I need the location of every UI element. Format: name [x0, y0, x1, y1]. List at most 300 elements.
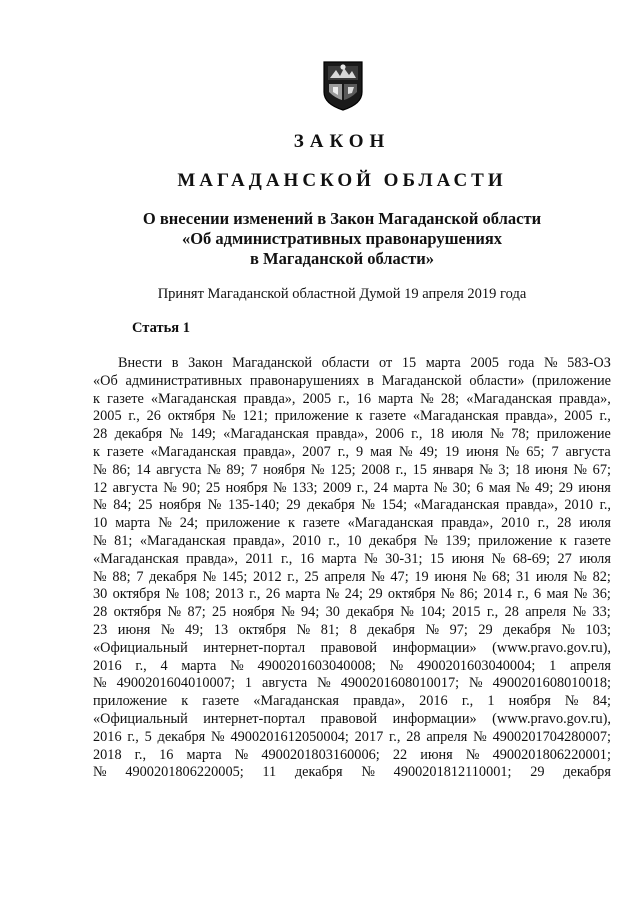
- body-word: 4: [160, 657, 168, 674]
- body-word: марта: [285, 586, 321, 603]
- body-word: 15: [401, 355, 417, 371]
- body-word: марта: [321, 550, 357, 567]
- body-word: №: [93, 532, 107, 549]
- body-line: [93, 444, 611, 462]
- body-word: 82;: [592, 568, 611, 585]
- body-word: 2012: [253, 568, 282, 585]
- body-word: 9: [356, 443, 364, 460]
- body-word: (www.pravo.gov.ru),: [492, 639, 611, 656]
- body-word: №: [163, 479, 177, 496]
- body-word: 1: [244, 675, 253, 692]
- body-word: 15: [412, 461, 427, 478]
- body-line: [93, 462, 611, 480]
- body-word: июня: [451, 550, 485, 567]
- body-word: г.,: [517, 586, 529, 603]
- body-word: 29: [368, 586, 383, 603]
- body-word: декабря: [346, 604, 394, 621]
- body-word: №: [400, 604, 414, 621]
- body-line: [93, 533, 611, 551]
- body-word: №: [296, 621, 311, 638]
- body-word: №: [93, 568, 107, 585]
- body-word: 135-140;: [227, 497, 280, 514]
- body-word: г.,: [249, 586, 261, 603]
- body-word: г.,: [599, 408, 611, 425]
- body-word: 4900201803160006;: [261, 746, 380, 763]
- body-word: апреля: [525, 604, 567, 621]
- body-word: №: [440, 586, 455, 603]
- body-word: №: [490, 426, 504, 443]
- body-word: июля: [451, 426, 484, 443]
- body-word: г.,: [128, 408, 140, 425]
- body-word: правда»,: [558, 390, 611, 407]
- body-word: №: [361, 497, 376, 514]
- body-word: 30: [325, 604, 340, 621]
- body-word: правда»,: [505, 408, 558, 425]
- body-word: 25: [304, 568, 319, 585]
- region-heading: МАГАДАНСКОЙ ОБЛАСТИ: [177, 170, 507, 191]
- body-word: 78;: [511, 426, 530, 443]
- body-word: №: [573, 568, 587, 585]
- body-word: административных: [125, 372, 243, 389]
- body-word: приложение: [478, 532, 553, 549]
- body-word: года: [508, 355, 535, 371]
- body-word: (www.pravo.gov.ru),: [492, 710, 611, 727]
- body-word: 36;: [592, 586, 611, 603]
- body-word: 24;: [344, 586, 363, 603]
- body-word: №: [281, 604, 295, 621]
- body-word: 4900201806220001;: [492, 746, 611, 763]
- body-word: «Магаданская: [139, 532, 226, 549]
- body-word: 30;: [452, 479, 471, 496]
- body-word: 7: [250, 461, 258, 478]
- body-word: 8: [349, 621, 357, 638]
- body-word: 65;: [526, 443, 545, 460]
- body-word: 49;: [535, 479, 554, 496]
- body-word: ноября: [225, 479, 268, 496]
- body-word: октября: [112, 586, 161, 603]
- body-word: №: [93, 461, 107, 478]
- body-word: 81;: [114, 532, 133, 549]
- body-word: июня: [420, 746, 453, 763]
- body-word: Магаданской: [381, 372, 462, 389]
- body-word: «Официальный: [93, 639, 188, 656]
- body-word: 16: [159, 746, 174, 763]
- body-word: №: [169, 426, 184, 443]
- body-word: 10: [347, 532, 362, 549]
- body-word: 145;: [221, 568, 248, 585]
- body-word: г.,: [537, 515, 550, 532]
- article-body: [93, 355, 611, 782]
- body-line: [93, 515, 611, 533]
- body-word: 28: [93, 426, 108, 443]
- body-word: «Магаданская: [466, 390, 552, 407]
- body-word: г.,: [461, 693, 474, 710]
- body-word: 28: [93, 604, 108, 621]
- body-word: 4900201608010018;: [492, 675, 611, 692]
- body-word: августа: [156, 461, 202, 478]
- body-word: к: [93, 443, 100, 460]
- body-word: г.,: [395, 461, 407, 478]
- body-word: 2005: [302, 390, 332, 407]
- body-word: июля: [535, 568, 568, 585]
- body-line: [93, 747, 611, 765]
- body-word: июня: [434, 568, 467, 585]
- body-word: №: [361, 764, 375, 781]
- body-word: 2005: [564, 408, 593, 425]
- body-line: [93, 551, 611, 569]
- body-word: 89;: [226, 461, 245, 478]
- body-word: 149;: [190, 426, 216, 443]
- body-word: декабря: [563, 764, 611, 781]
- body-word: 1: [487, 693, 495, 710]
- body-word: №: [202, 568, 217, 585]
- body-word: №: [505, 443, 520, 460]
- body-word: 2010: [501, 515, 530, 532]
- body-word: октября: [387, 586, 436, 603]
- body-word: ноября: [159, 497, 202, 514]
- body-word: приложение: [93, 693, 168, 710]
- body-word: г.,: [135, 657, 147, 674]
- body-word: декабря: [367, 621, 415, 638]
- body-word: декабря: [149, 568, 197, 585]
- body-word: «Магаданская: [223, 426, 309, 443]
- body-word: октября: [167, 408, 216, 425]
- body-word: 86;: [112, 461, 131, 478]
- body-word: 30: [93, 586, 108, 603]
- body-word: мая: [546, 586, 569, 603]
- body-word: приложение: [206, 515, 281, 532]
- body-word: 67;: [592, 461, 611, 478]
- body-word: марта: [425, 355, 461, 371]
- body-word: 90;: [182, 479, 201, 496]
- body-word: «Официальный: [93, 710, 188, 727]
- body-word: 2009: [322, 479, 352, 496]
- body-word: 25: [212, 604, 227, 621]
- body-word: мая: [370, 443, 393, 460]
- body-line: [93, 426, 611, 444]
- body-word: 30-31;: [385, 550, 423, 567]
- body-word: правда»,: [353, 693, 405, 710]
- body-word: 5: [144, 728, 152, 745]
- body-word: 583-ОЗ: [567, 355, 611, 371]
- body-word: 29: [558, 479, 573, 496]
- body-word: 16: [356, 390, 371, 407]
- body-word: 13: [213, 621, 229, 638]
- body-word: №: [424, 532, 438, 549]
- body-word: 4900201603040004;: [417, 657, 536, 674]
- body-word: ноября: [263, 461, 306, 478]
- body-word: 31: [515, 568, 531, 585]
- body-line: [93, 373, 611, 391]
- body-word: 6: [533, 586, 542, 603]
- body-word: 4900201806220005;: [125, 764, 244, 781]
- body-word: 2010: [564, 497, 593, 514]
- body-word: Внести: [118, 355, 163, 371]
- law-title-line: в Магаданской области»: [250, 249, 434, 268]
- body-word: июля: [579, 550, 611, 567]
- body-word: 18: [515, 461, 530, 478]
- body-word: №: [234, 746, 249, 763]
- body-word: №: [398, 443, 413, 460]
- adoption-note: Принят Магаданской областной Думой 19 апреля 2019 года: [157, 286, 527, 302]
- body-word: области»: [469, 372, 525, 389]
- body-word: 47;: [390, 568, 409, 585]
- body-word: №: [472, 568, 487, 585]
- body-word: к: [559, 532, 567, 549]
- body-word: №: [516, 479, 530, 496]
- body-word: 86;: [459, 586, 479, 603]
- body-word: 2008: [361, 461, 390, 478]
- body-word: декабря: [157, 728, 206, 745]
- body-word: марта: [181, 657, 217, 674]
- body-word: г.,: [134, 746, 147, 763]
- body-word: 4900201612050004;: [230, 728, 349, 745]
- body-word: «Магаданская: [93, 550, 179, 567]
- body-word: 2006: [375, 426, 404, 443]
- body-word: 84;: [113, 497, 132, 514]
- body-word: г.,: [486, 604, 499, 621]
- body-word: г.,: [280, 550, 293, 567]
- body-word: №: [479, 461, 493, 478]
- body-word: «Об: [93, 372, 118, 389]
- body-word: 139;: [445, 532, 471, 549]
- body-word: от: [379, 355, 393, 371]
- body-word: марта: [378, 390, 414, 407]
- body-word: 2011: [245, 550, 274, 567]
- body-word: приложение: [274, 408, 349, 425]
- body-word: №: [371, 568, 385, 585]
- body-word: к: [355, 408, 363, 425]
- body-word: 23: [93, 621, 108, 638]
- body-word: области: [321, 355, 370, 371]
- body-word: газете: [202, 693, 240, 710]
- body-word: г.,: [389, 728, 401, 745]
- body-word: №: [317, 675, 331, 692]
- body-word: 4900201603040008;: [257, 657, 376, 674]
- body-word: г.,: [287, 568, 299, 585]
- body-word: №: [158, 515, 172, 532]
- body-line: [93, 711, 611, 729]
- body-word: июня: [578, 479, 611, 496]
- body-word: в: [171, 355, 179, 371]
- body-word: 104;: [420, 604, 446, 621]
- body-line: [93, 604, 611, 622]
- law-type-heading: ЗАКОН: [293, 131, 391, 152]
- body-word: ноября: [508, 693, 551, 710]
- body-word: №: [230, 657, 244, 674]
- body-word: марта: [186, 746, 222, 763]
- body-word: г.,: [328, 532, 340, 549]
- body-word: г.,: [338, 390, 350, 407]
- body-word: Закон: [188, 355, 223, 371]
- body-word: 2007: [302, 443, 331, 460]
- body-word: газете: [369, 408, 407, 425]
- body-word: приложение: [536, 426, 611, 443]
- body-word: №: [325, 586, 340, 603]
- body-word: 6: [476, 479, 484, 496]
- body-word: №: [222, 408, 236, 425]
- body-word: 11: [262, 764, 277, 781]
- body-word: 22: [392, 746, 408, 763]
- body-word: 4900201604010007;: [116, 675, 235, 692]
- body-word: августа: [565, 443, 611, 460]
- body-word: декабря: [294, 764, 343, 781]
- body-word: правовой: [320, 710, 378, 727]
- law-title-line: О внесении изменений в Закон Магаданской области: [142, 209, 542, 228]
- body-word: 18: [429, 426, 445, 443]
- body-word: «Магаданская: [413, 497, 500, 514]
- body-word: г.,: [127, 728, 139, 745]
- body-word: 49;: [419, 443, 438, 460]
- body-word: №: [165, 586, 180, 603]
- body-word: 2005: [470, 355, 499, 371]
- body-word: «Магаданская: [150, 443, 237, 460]
- body-word: 2016: [93, 728, 122, 745]
- body-line: [93, 729, 611, 747]
- body-word: января: [432, 461, 474, 478]
- body-word: 68-69;: [512, 550, 551, 567]
- body-line: [93, 569, 611, 587]
- body-word: правда»,: [505, 497, 558, 514]
- body-word: правда»,: [232, 532, 285, 549]
- body-word: декабря: [368, 532, 417, 549]
- body-line: [93, 693, 611, 711]
- body-word: 25: [205, 479, 221, 496]
- law-title: [0, 209, 640, 269]
- body-word: июня: [117, 621, 151, 638]
- body-word: №: [207, 497, 222, 514]
- body-word: Магаданской: [232, 355, 313, 371]
- body-word: газете: [302, 515, 340, 532]
- body-line: [93, 622, 611, 640]
- body-word: 26: [146, 408, 161, 425]
- body-line: [93, 764, 611, 782]
- body-word: 10: [93, 515, 108, 532]
- body-word: 108;: [184, 586, 210, 603]
- body-word: газете: [107, 390, 144, 407]
- body-word: г.,: [411, 426, 423, 443]
- body-word: 2005: [93, 408, 122, 425]
- body-word: 2015: [451, 604, 481, 621]
- body-word: газете: [574, 532, 611, 549]
- body-word: 16: [299, 550, 315, 567]
- body-word: июня: [535, 461, 568, 478]
- body-word: №: [310, 461, 325, 478]
- body-word: правда»,: [186, 550, 239, 567]
- body-word: в: [367, 372, 374, 389]
- body-word: №: [211, 728, 225, 745]
- body-word: интернет-портал: [203, 639, 306, 656]
- body-word: «Магаданская: [347, 515, 434, 532]
- body-word: 49;: [185, 621, 204, 638]
- body-word: №: [573, 461, 588, 478]
- body-word: правда»,: [243, 443, 296, 460]
- body-word: октября: [113, 604, 162, 621]
- body-word: (приложение: [532, 372, 611, 389]
- body-word: 19: [414, 568, 429, 585]
- body-word: 94;: [301, 604, 320, 621]
- body-word: правонарушениях: [249, 372, 360, 389]
- body-word: №: [364, 550, 378, 567]
- body-word: 12: [93, 479, 108, 496]
- body-word: 87;: [187, 604, 206, 621]
- body-word: 81;: [320, 621, 340, 638]
- body-word: г.,: [337, 443, 350, 460]
- magadan-coat-of-arms-icon: [321, 58, 365, 112]
- body-word: №: [465, 746, 480, 763]
- body-word: 19: [444, 443, 460, 460]
- body-word: 84;: [592, 693, 611, 710]
- body-word: правда»,: [243, 390, 296, 407]
- body-word: №: [160, 621, 175, 638]
- body-word: 4900201812110001;: [393, 764, 512, 781]
- body-word: 28;: [440, 390, 460, 407]
- body-word: 2016: [93, 657, 122, 674]
- body-word: 29: [478, 621, 493, 638]
- body-word: 88;: [112, 568, 131, 585]
- body-word: 4900201704280007;: [492, 728, 611, 745]
- body-word: правовой: [320, 639, 378, 656]
- body-word: 2013: [215, 586, 244, 603]
- body-word: №: [420, 390, 434, 407]
- body-word: ноября: [232, 604, 275, 621]
- body-word: 2017: [354, 728, 384, 745]
- body-word: 125;: [330, 461, 356, 478]
- body-word: июля: [579, 515, 611, 532]
- article-heading: Статья 1: [132, 320, 190, 336]
- body-line: [93, 497, 611, 515]
- body-word: августа: [112, 479, 158, 496]
- body-line: [93, 408, 611, 426]
- body-word: 121;: [242, 408, 268, 425]
- body-word: 24: [373, 479, 388, 496]
- body-word: №: [573, 586, 588, 603]
- body-word: №: [425, 621, 440, 638]
- body-word: «Магаданская: [412, 408, 499, 425]
- body-word: к: [93, 390, 100, 407]
- body-line: [93, 586, 611, 604]
- body-word: к: [288, 515, 295, 532]
- body-word: 3;: [498, 461, 510, 478]
- body-line: [93, 391, 611, 409]
- body-word: июня: [466, 443, 499, 460]
- body-word: 28: [406, 728, 421, 745]
- body-word: 7: [136, 568, 144, 585]
- body-word: 2018: [93, 746, 122, 763]
- body-word: декабря: [114, 426, 163, 443]
- body-word: мая: [488, 479, 511, 496]
- body-word: газете: [106, 443, 144, 460]
- body-word: апреля: [324, 568, 366, 585]
- body-word: марта: [115, 515, 151, 532]
- body-word: 33;: [592, 604, 611, 621]
- body-word: 1: [549, 657, 557, 674]
- body-word: №: [93, 497, 107, 514]
- body-word: 26: [265, 586, 281, 603]
- body-line: [93, 640, 611, 658]
- body-word: 27: [557, 550, 572, 567]
- body-word: апреля: [569, 657, 611, 674]
- body-word: №: [564, 693, 579, 710]
- body-word: 2014: [483, 586, 512, 603]
- body-word: 68;: [491, 568, 511, 585]
- body-word: августа: [261, 675, 308, 692]
- body-word: №: [207, 461, 221, 478]
- body-word: 103;: [585, 621, 611, 638]
- body-line: [93, 658, 611, 676]
- body-word: г.,: [599, 497, 611, 514]
- body-word: 28: [556, 515, 572, 532]
